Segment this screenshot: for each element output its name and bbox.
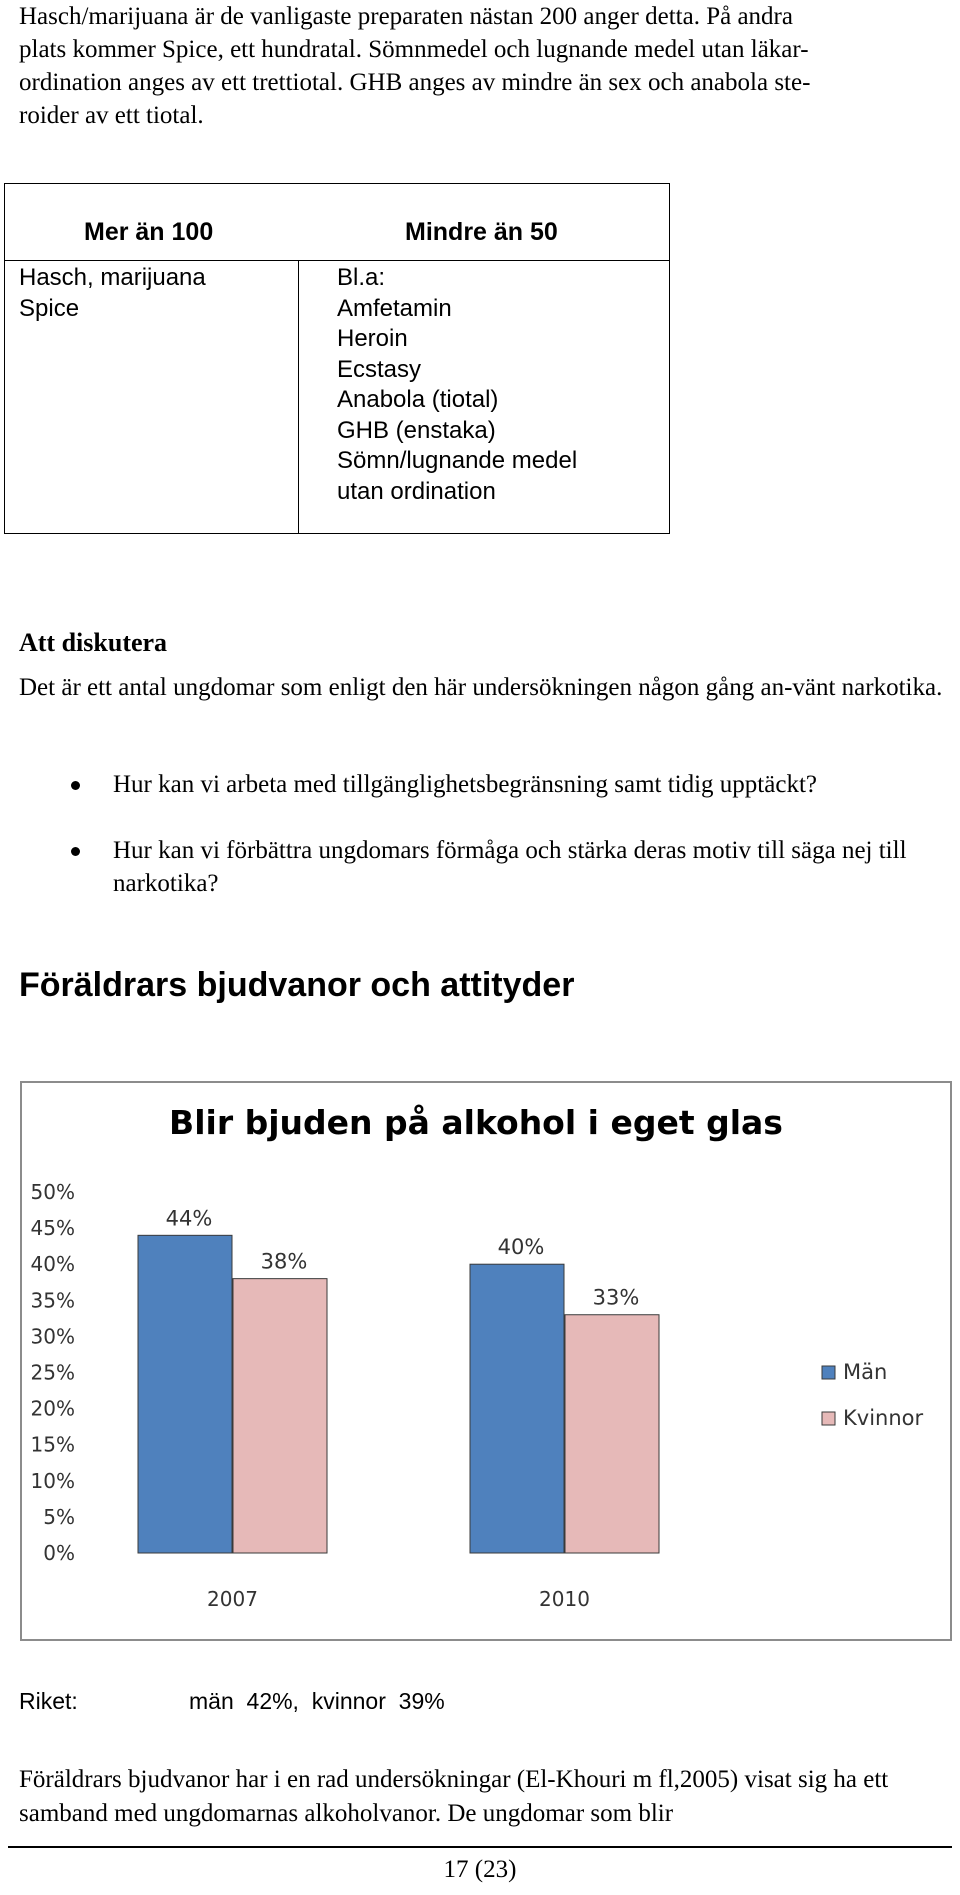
table-column-right: [337, 263, 577, 507]
table-cell: Spice: [19, 294, 80, 322]
table-header-more-than-100: Mer än 100: [84, 218, 214, 246]
chart-title: Blir bjuden på alkohol i eget glas: [169, 1103, 783, 1142]
table-cell: Hasch, marijuana: [19, 264, 206, 291]
y-tick-label: 10%: [30, 1468, 75, 1493]
bar-män-2007: [138, 1235, 232, 1553]
table-cell: Amfetamin: [337, 294, 452, 322]
bar-data-label: 33%: [592, 1285, 640, 1310]
table-cell: Ecstasy: [337, 355, 422, 383]
table-cell: Bl.a:: [337, 264, 386, 291]
bar-data-label: 44%: [165, 1206, 213, 1231]
bar-data-label: 40%: [497, 1235, 545, 1260]
discussion-bullet-list: [0, 768, 960, 933]
x-tick-label: 2010: [539, 1587, 590, 1611]
bullet-icon: [71, 847, 80, 856]
riket-label: Riket:: [19, 1688, 78, 1714]
intro-line: ordination anges av ett trettiotal. GHB anges av mindre än sex och anabola ste-: [19, 69, 811, 96]
intro-line: plats kommer Spice, ett hundratal. Sömnmedel och lugnande medel utan läkar-: [19, 36, 809, 63]
discussion-title: Att diskutera: [19, 628, 168, 657]
y-tick-label: 30%: [30, 1324, 75, 1349]
legend-label: Kvinnor: [843, 1406, 924, 1430]
y-tick-label: 15%: [30, 1432, 75, 1457]
bar-data-label: 38%: [260, 1249, 308, 1274]
table-cell: Sömn/lugnande medel: [337, 447, 578, 474]
bullet-item: [0, 834, 923, 900]
table-header-less-than-50: Mindre än 50: [405, 218, 558, 246]
bullet-icon: [71, 781, 80, 790]
bar-kvinnor-2010: [565, 1315, 659, 1553]
y-tick-label: 40%: [30, 1252, 75, 1277]
legend-swatch-kvinnor: [822, 1412, 835, 1425]
table-cell: Anabola (tiotal): [337, 386, 499, 413]
table-cell: utan ordination: [337, 477, 496, 505]
page-number: 17 (23): [443, 1856, 517, 1883]
table-header-divider: [5, 260, 669, 261]
x-tick-label: 2007: [207, 1587, 258, 1611]
y-tick-label: 35%: [30, 1288, 75, 1313]
bullet-text: Hur kan vi förbättra ungdomars förmåga och stärka deras motiv till säga nej till narkotika?: [113, 837, 907, 897]
table-column-divider: [298, 260, 299, 533]
y-tick-label: 50%: [30, 1180, 75, 1204]
discussion-text: Det är ett antal ungdomar som enligt den här undersökningen någon gång an-vänt narkotika.: [19, 674, 943, 701]
footer-divider: [8, 1846, 952, 1848]
y-tick-label: 5%: [43, 1504, 75, 1529]
intro-paragraph: [19, 0, 944, 132]
bar-chart: [20, 1081, 952, 1641]
y-tick-label: 45%: [30, 1216, 75, 1241]
y-tick-label: 25%: [30, 1360, 75, 1385]
table-cell: GHB (enstaka): [337, 416, 496, 444]
bar-kvinnor-2007: [233, 1279, 327, 1553]
legend-label: Män: [843, 1360, 888, 1384]
riket-values: män 42%, kvinnor 39%: [189, 1688, 445, 1714]
section-heading: Föräldrars bjudvanor och attityder: [19, 966, 575, 1004]
riket-summary: [19, 1688, 445, 1715]
bar-män-2010: [470, 1264, 564, 1553]
closing-paragraph: Föräldrars bjudvanor har i en rad undersökningar (El-Khouri m fl,2005) visat sig ha ett samband med ungdomarnas alkoholvanor. De ungdomar som blir: [19, 1766, 889, 1827]
legend-swatch-män: [822, 1366, 835, 1379]
bullet-item: [0, 768, 923, 801]
intro-line: roider av ett tiotal.: [19, 102, 204, 129]
drug-table: [4, 183, 670, 534]
bullet-text: Hur kan vi arbeta med tillgänglighetsbegränsning samt tidig upptäckt?: [113, 771, 817, 798]
table-column-left: [19, 263, 206, 324]
y-tick-label: 20%: [30, 1396, 75, 1421]
table-cell: Heroin: [337, 325, 408, 352]
intro-line: Hasch/marijuana är de vanligaste preparaten nästan 200 anger detta. På andra: [19, 3, 793, 30]
y-tick-label: 0%: [43, 1541, 75, 1565]
